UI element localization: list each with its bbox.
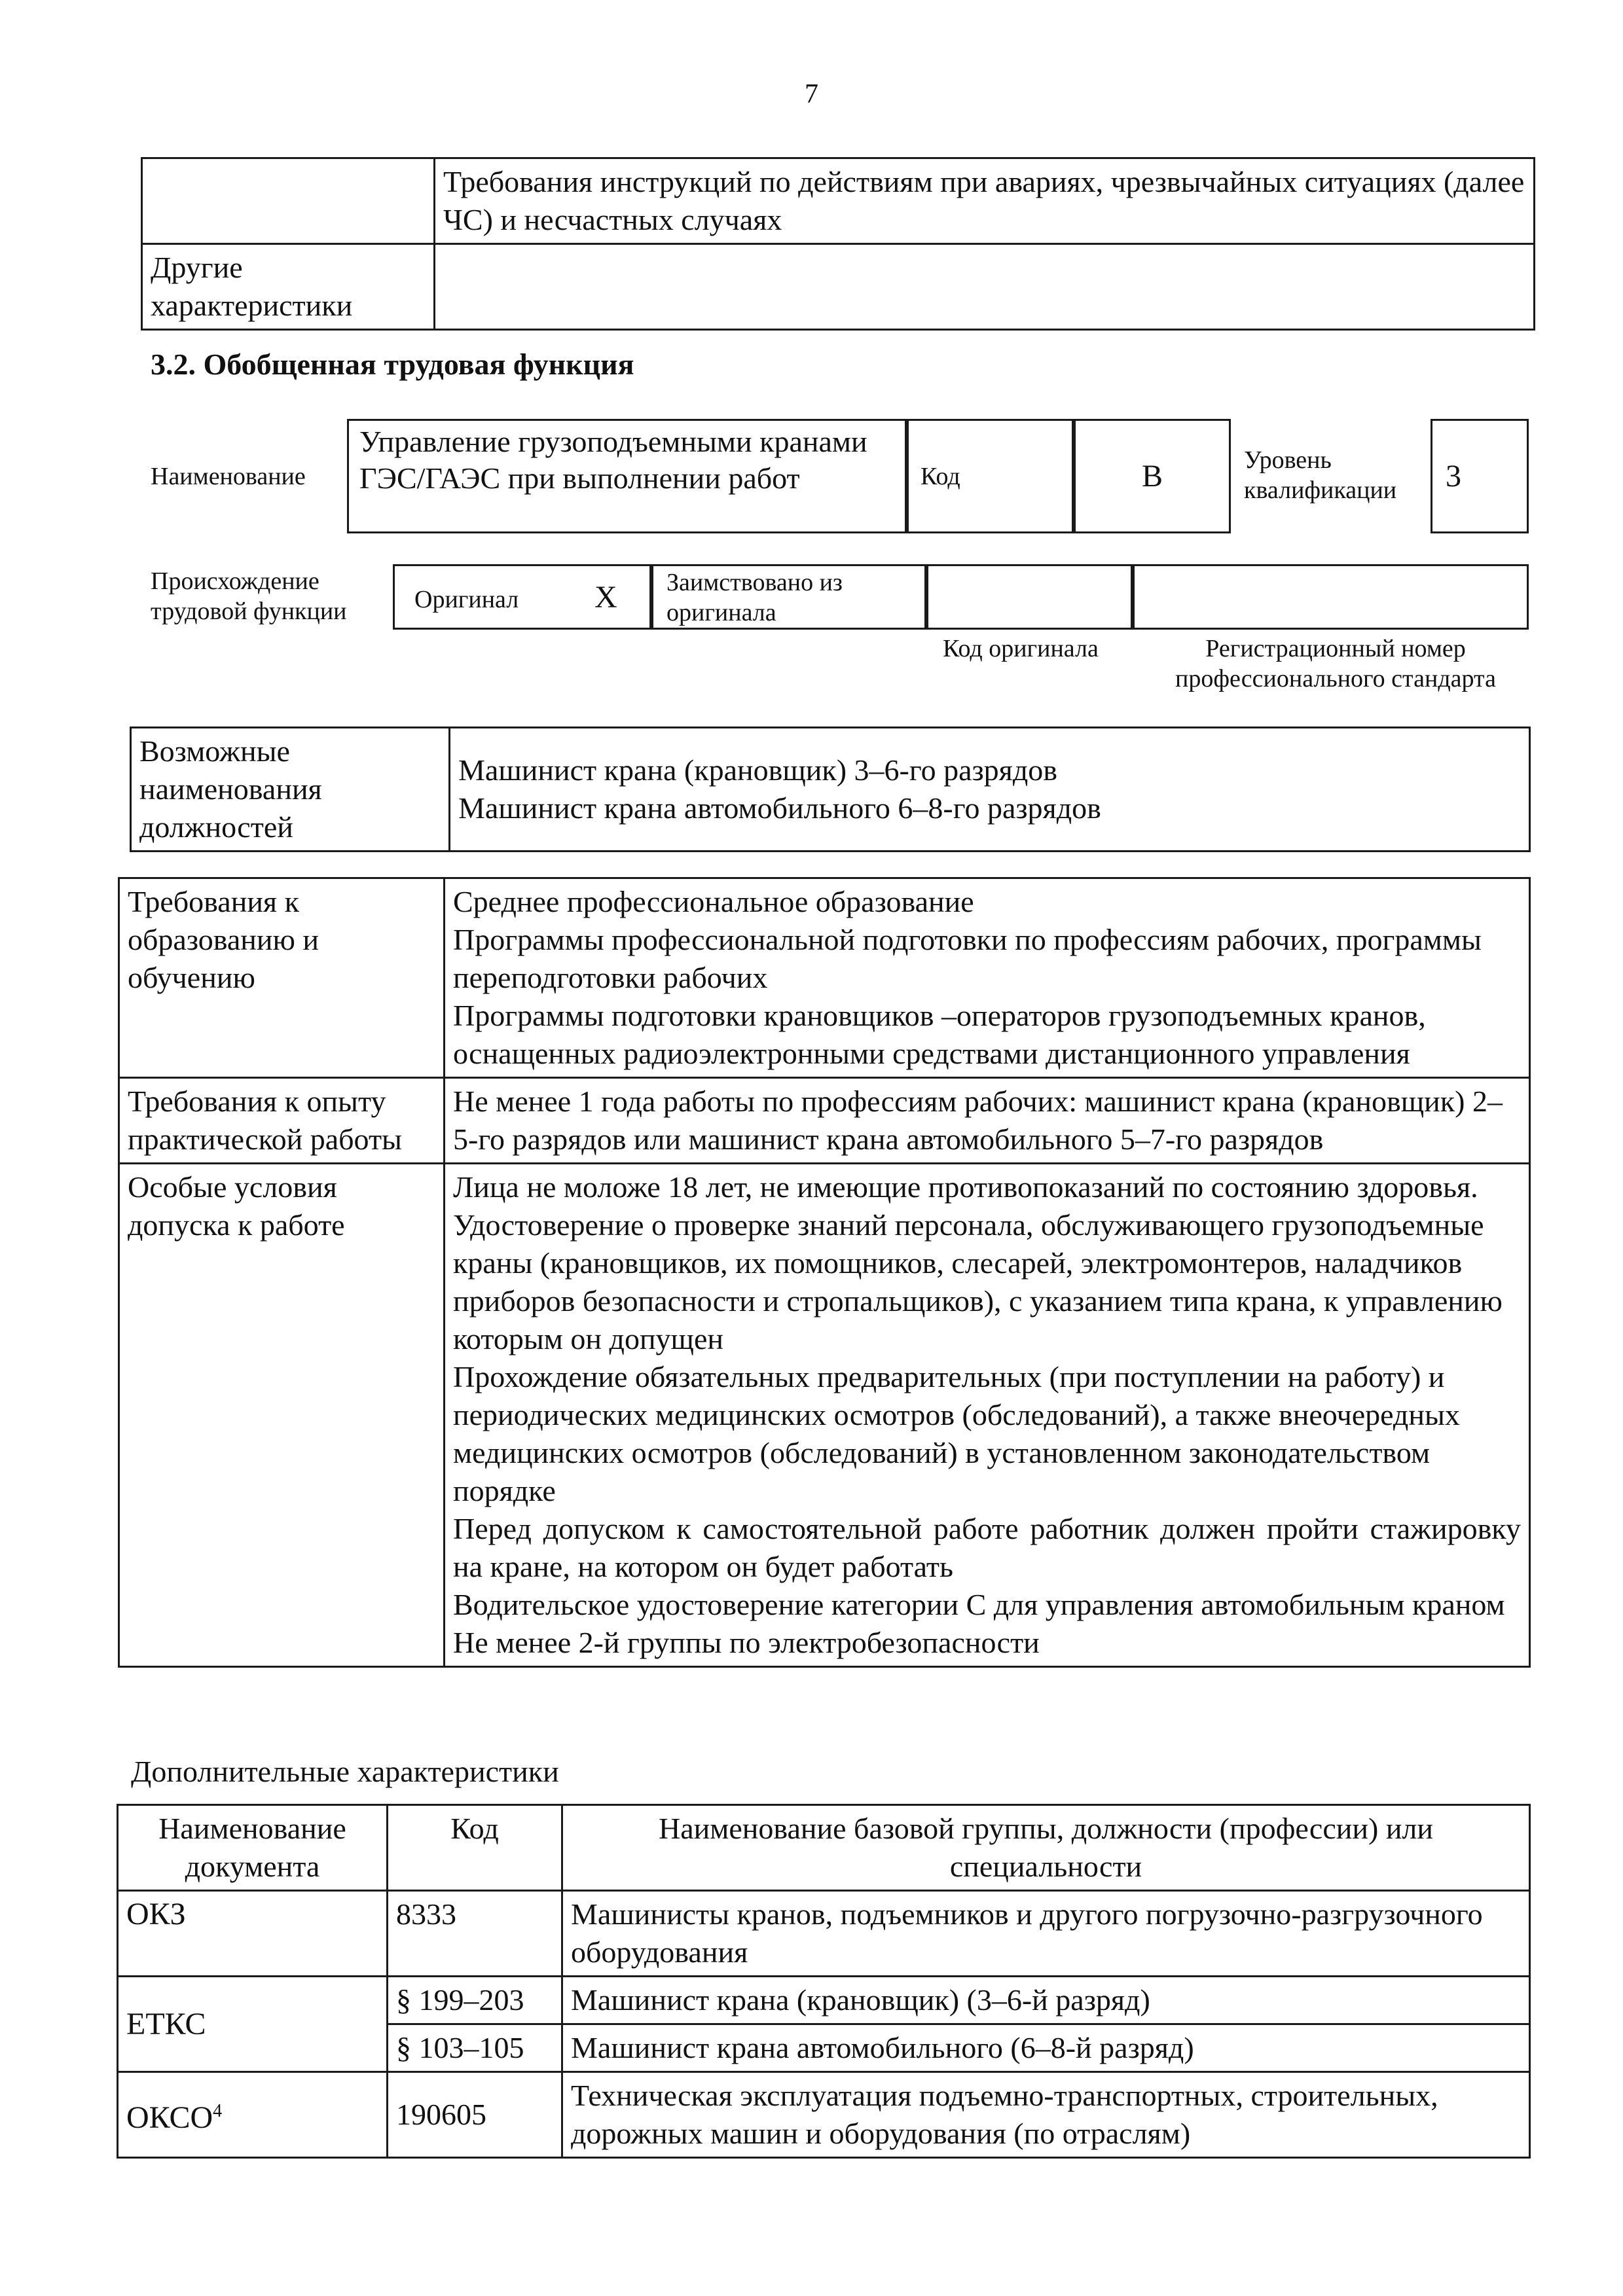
- additional-table: [117, 1804, 1531, 2159]
- top-table-empty-cell: [142, 158, 435, 244]
- education-line: Программы подготовки крановщиков –операторов грузоподъемных кранов, оснащенных радиоэлектронными средствами дистанционного управления: [453, 999, 1426, 1070]
- section-title: 3.2. Обобщенная трудовая функция: [151, 348, 634, 381]
- etks-name: Машинист крана автомобильного (6–8-й разряд): [562, 2024, 1530, 2072]
- borrowed-box: [651, 564, 926, 630]
- special-line: Не менее 2-й группы по электробезопасности: [453, 1626, 1040, 1659]
- name-value-box: Управление грузоподъемными кранами ГЭС/ГАЭС при выполнении работ: [347, 419, 907, 533]
- okz-code: 8333: [388, 1891, 562, 1977]
- positions-values: [450, 728, 1530, 852]
- name-label: Наименование: [151, 463, 306, 490]
- experience-label: Требования к опыту практической работы: [119, 1078, 445, 1164]
- okso-name: Техническая эксплуатация подъемно-транспортных, строительных, дорожных машин и оборудования (по отраслям): [562, 2072, 1530, 2158]
- position-item: Машинист крана автомобильного 6–8-го разрядов: [458, 791, 1101, 825]
- reg-number-box: [1133, 564, 1529, 630]
- original-code-box: [926, 564, 1133, 630]
- okso-code: 190605: [388, 2072, 562, 2158]
- etks-code: § 103–105: [388, 2024, 562, 2072]
- education-line: Среднее профессиональное образование: [453, 885, 974, 918]
- other-characteristics-value: [435, 244, 1535, 330]
- level-label: Уровень квалификации: [1244, 446, 1397, 504]
- top-table-instructions-cell: Требования инструкций по действиям при авариях, чрезвычайных ситуациях (далее ЧС) и несчастных случаях: [435, 158, 1535, 244]
- education-label: Требования к образованию и обучению: [119, 878, 445, 1078]
- okz-doc: ОКЗ: [118, 1891, 388, 1977]
- additional-title: Дополнительные характеристики: [131, 1755, 559, 1788]
- experience-value: Не менее 1 года работы по профессиям рабочих: машинист крана (крановщик) 2–5-го разрядов или машинист крана автомобильного 5–7-го разрядов: [445, 1078, 1530, 1164]
- special-line: Прохождение обязательных предварительных (при поступлении на работу) и периодических медицинских осмотров (обследований), а также внеочередных медицинских осмотров (обследований) в установленном законодательством порядке: [453, 1360, 1460, 1507]
- other-characteristics-label: Другие характеристики: [142, 244, 435, 330]
- level-value-box: 3: [1431, 419, 1529, 533]
- special-label: Особые условия допуска к работе: [119, 1164, 445, 1667]
- special-line: Лица не моложе 18 лет, не имеющие противопоказаний по состоянию здоровья.: [453, 1170, 1478, 1204]
- special-line: Перед допуском к самостоятельной работе работник должен пройти стажировку на кране, на котором он будет работать: [453, 1512, 1521, 1583]
- special-value: [445, 1164, 1530, 1667]
- okso-footnote: 4: [213, 2101, 223, 2121]
- positions-table: [130, 726, 1531, 852]
- etks-name: Машинист крана (крановщик) (3–6-й разряд): [562, 1977, 1530, 2024]
- etks-code: § 199–203: [388, 1977, 562, 2024]
- code-label: Код: [921, 463, 960, 490]
- borrowed-label: Заимствовано из оригинала: [666, 569, 843, 626]
- education-value: [445, 878, 1530, 1078]
- header-doc: Наименование документа: [118, 1805, 388, 1891]
- origin-label: Происхождение трудовой функции: [151, 567, 347, 625]
- header-code: Код: [388, 1805, 562, 1891]
- original-code-caption: Код оригинала: [943, 635, 1099, 662]
- original-mark: X: [594, 580, 617, 615]
- code-label-box: [907, 419, 1074, 533]
- reg-number-caption: Регистрационный номер профессионального стандарта: [1175, 635, 1496, 692]
- okz-name: Машинисты кранов, подъемников и другого погрузочно-разгрузочного оборудования: [562, 1891, 1530, 1977]
- page-number: 7: [805, 79, 818, 109]
- education-line: Программы профессиональной подготовки по профессиям рабочих, программы переподготовки рабочих: [453, 923, 1482, 994]
- etks-doc: ЕТКС: [118, 1977, 388, 2072]
- original-label: Оригинал: [414, 586, 519, 613]
- okso-doc-label: ОКСО: [126, 2100, 213, 2135]
- special-line: Удостоверение о проверке знаний персонала, обслуживающего грузоподъемные краны (крановщиков, их помощников, слесарей, электромонтеров, наладчиков приборов безопасности и стропальщиков), с указанием типа крана, к управлению которым он допущен: [453, 1208, 1503, 1355]
- header-name: Наименование базовой группы, должности (профессии) или специальности: [562, 1805, 1530, 1891]
- code-value-box: B: [1074, 419, 1231, 533]
- positions-label: Возможные наименования должностей: [131, 728, 450, 852]
- original-box: [393, 564, 651, 630]
- requirements-table: [118, 877, 1531, 1668]
- okso-doc: [118, 2072, 388, 2158]
- special-line: Водительское удостоверение категории С для управления автомобильным краном: [453, 1588, 1505, 1621]
- position-item: Машинист крана (крановщик) 3–6-го разрядов: [458, 753, 1057, 787]
- top-table: [141, 157, 1535, 331]
